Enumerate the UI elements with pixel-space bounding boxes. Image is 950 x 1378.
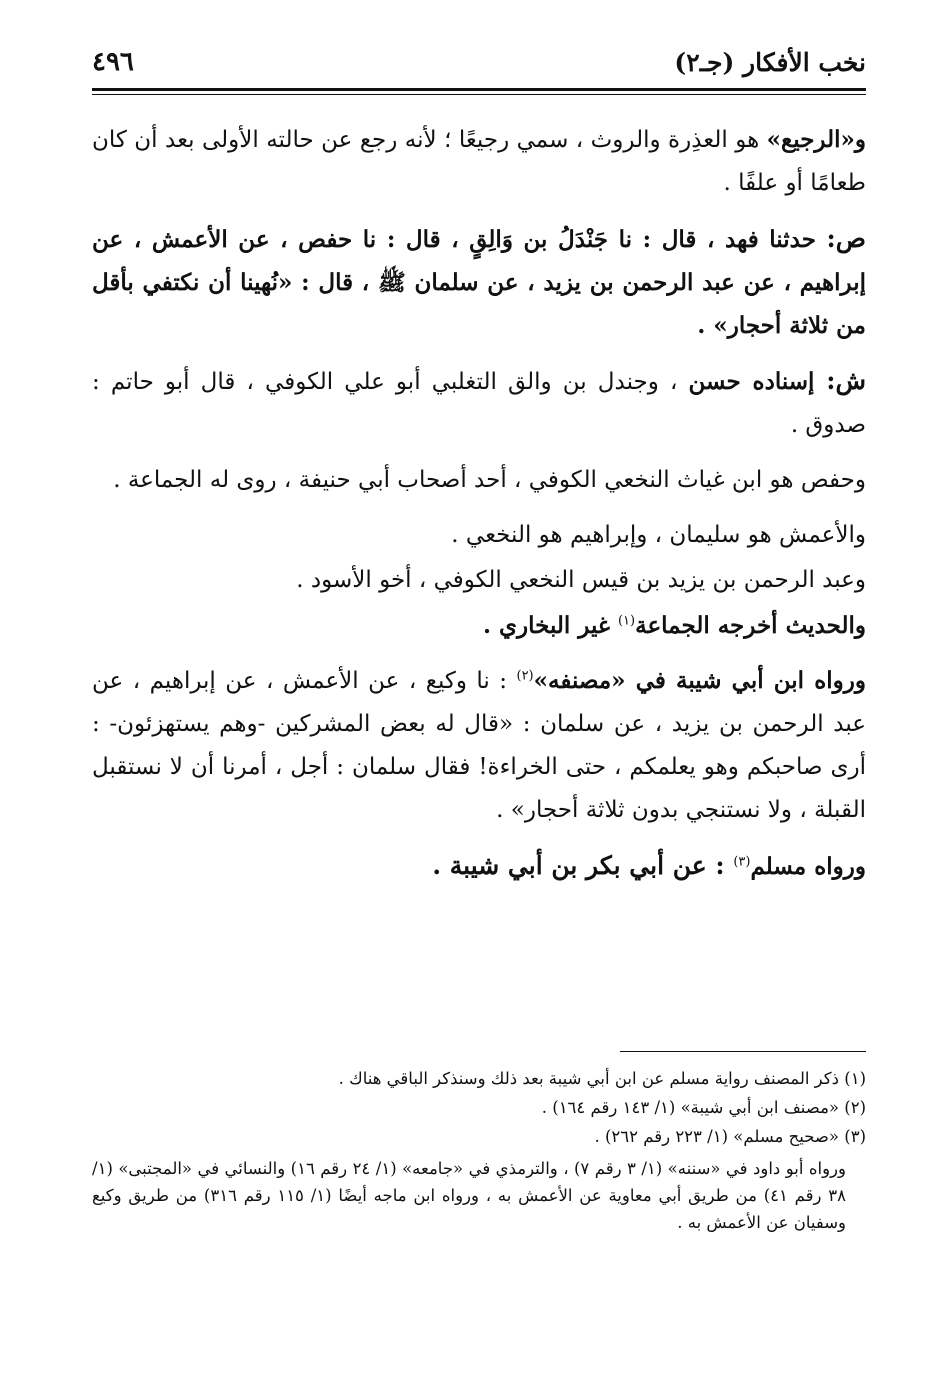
paragraph-text: : نا وكيع ، عن الأعمش ، عن إبراهيم ، عن عبد الرحمن بن يزيد ، عن سلمان : «قال له بعض المشركين -وهم يستهزئون- : أرى صاحبكم وهو يعلمكم ، حتى الخراءة! فقال سلمان : أجل ، أمرنا أن لا نستقبل القبلة ، ولا نستنجي بدون ثلاثة أحجار» . bbox=[92, 668, 866, 823]
footnote-3: (٣) «صحيح مسلم» (١/ ٢٢٣ رقم ٢٦٢) . bbox=[594, 1127, 866, 1146]
paragraph-ibn-abi-shayba bbox=[92, 659, 866, 832]
source-text: : عن أبي بكر بن أبي شيبة . bbox=[432, 851, 734, 880]
paragraph-commentary bbox=[92, 359, 866, 447]
header-rule-thick bbox=[92, 88, 866, 91]
book-title: نخب الأفكار (جـ٢) bbox=[674, 47, 866, 77]
paragraph-rajee bbox=[92, 118, 866, 205]
source-lead: ورواه ابن أبي شيبة في «مصنفه» bbox=[533, 667, 866, 694]
main-text bbox=[92, 118, 866, 900]
footnote-ref-3: (٣) bbox=[733, 854, 751, 870]
marker-sad: ص: bbox=[826, 224, 866, 253]
footnote-1: (١) ذكر المصنف رواية مسلم عن ابن أبي شيبة بعد ذلك وسنذكر الباقي هناك . bbox=[338, 1069, 866, 1088]
takhrij-text: غير البخاري . bbox=[482, 612, 618, 639]
footnote-3-continuation: ورواه أبو داود في «سننه» (١/ ٣ رقم ٧) ، والترمذي في «جامعه» (١/ ٢٤ رقم ١٦) والنسائي في «المجتبى» (١/ ٣٨ رقم ٤١) من طريق أبي معاوية عن الأعمش به ، ورواه ابن ماجه أيضًا (١/ ١١٥ رقم ٣١٦) من طريق وكيع وسفيان عن الأعمش به . bbox=[92, 1159, 846, 1232]
footnote-ref-1: (١) bbox=[617, 613, 636, 629]
isnad-grade: إسناده حسن bbox=[688, 368, 827, 395]
term-rajee: و«الرجيع» bbox=[766, 126, 866, 153]
paragraph-takhrij bbox=[92, 604, 866, 647]
footnotes bbox=[92, 1064, 866, 1236]
hadith-chain: حدثنا فهد ، قال : نا جَنْدَلُ بن وَالِقٍ ، قال : نا حفص ، عن الأعمش ، عن إبراهيم ، عن عبد الرحمن بن يزيد ، عن سلمان ﷺ ، قال : «نُهينا أن نكتفي بأقل من ثلاثة أحجار» . bbox=[92, 226, 866, 339]
footnote-2: (٢) «مصنف ابن أبي شيبة» (١/ ١٤٣ رقم ١٦٤) . bbox=[541, 1098, 866, 1117]
paragraph-hadith-text bbox=[92, 217, 866, 347]
header-rule-thin bbox=[92, 94, 866, 95]
marker-sheen: ش: bbox=[826, 366, 866, 395]
paragraph-abdurrahman: وعبد الرحمن بن يزيد بن قيس النخعي الكوفي ، أخو الأسود . bbox=[296, 567, 866, 593]
paragraph-hafs: وحفص هو ابن غياث النخعي الكوفي ، أحد أصحاب أبي حنيفة ، روى له الجماعة . bbox=[113, 467, 866, 493]
paragraph-text: ، وجندل بن والق التغلبي أبو علي الكوفي ، قال أبو حاتم : صدوق . bbox=[92, 369, 866, 438]
footnote-separator bbox=[620, 1051, 866, 1052]
paragraph-text: هو العذِرة والروث ، سمي رجيعًا ؛ لأنه رجع عن حالته الأولى بعد أن كان طعامًا أو علفًا . bbox=[92, 127, 866, 196]
footnote-ref-2: (٢) bbox=[516, 668, 534, 684]
paragraph-muslim bbox=[92, 844, 866, 888]
takhrij-text: والحديث أخرجه الجماعة bbox=[635, 612, 866, 639]
paragraph-amash: والأعمش هو سليمان ، وإبراهيم هو النخعي . bbox=[451, 522, 866, 548]
running-header bbox=[92, 40, 866, 84]
page-number: ٤٩٦ bbox=[92, 47, 134, 77]
source-lead: ورواه مسلم bbox=[750, 853, 866, 880]
